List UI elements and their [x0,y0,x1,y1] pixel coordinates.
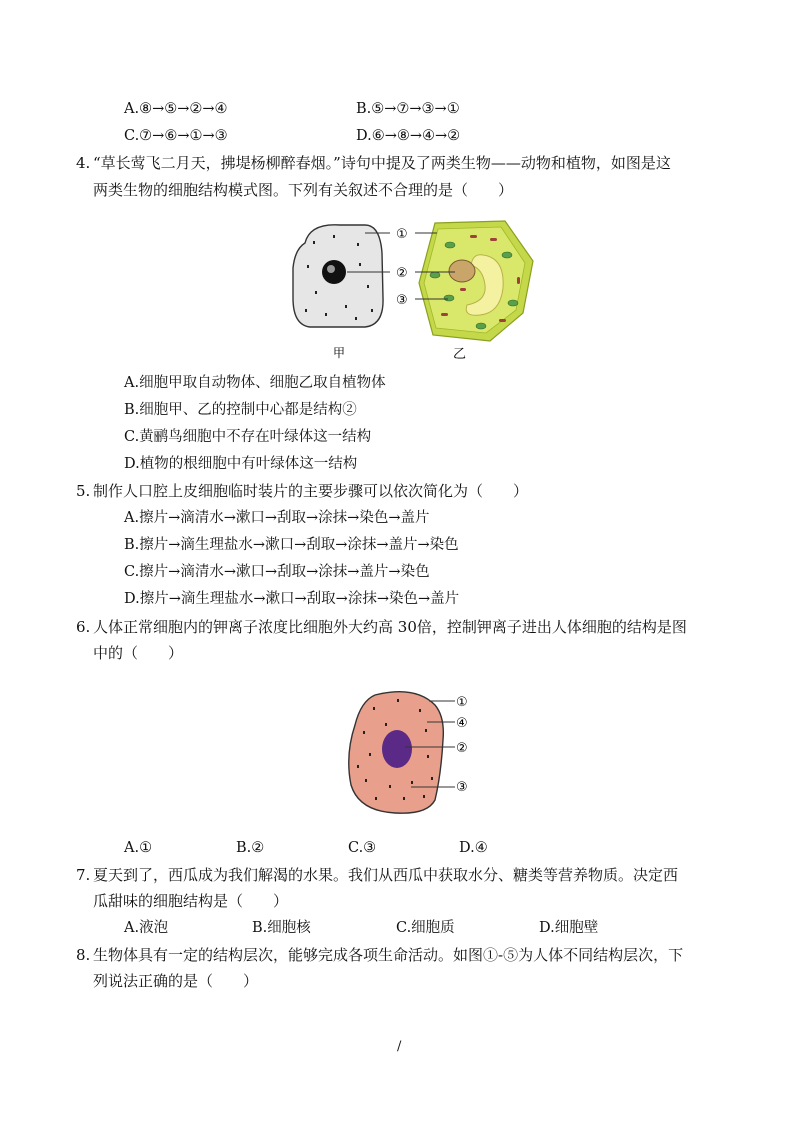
q5-option-b: B.擦片→滴生理盐水→漱口→刮取→涂抹→盖片→染色 [124,537,459,553]
plant-cell-nucleus [449,260,475,282]
q4-option-c: C.黄鹂鸟细胞中不存在叶绿体这一结构 [124,429,372,445]
q6-option-d: D.④ [459,840,488,856]
q4-option-d: D.植物的根细胞中有叶绿体这一结构 [124,456,358,472]
q4-fig-label-2: ② [396,266,408,281]
q7-option-d: D.细胞壁 [539,920,599,936]
q6-fig-label-3: ③ [456,780,468,795]
q7-option-c: C.细胞质 [396,920,455,936]
q7-number: 7. [76,866,91,884]
q7-option-b: B.细胞核 [252,920,311,936]
q6-human-cell-figure [345,685,485,820]
q4-option-b: B.细胞甲、乙的控制中心都是结构② [124,402,357,418]
q6-fig-label-4: ④ [456,716,468,731]
q3-option-b: B.⑤→⑦→③→① [356,101,460,117]
q6-option-a: A.① [124,840,153,856]
q3-option-c: C.⑦→⑥→①→③ [124,128,228,144]
q8-stem-line2: 列说法正确的是（ ） [93,972,259,990]
q6-option-b: B.② [236,840,265,856]
q7-option-a: A.液泡 [124,920,169,936]
q6-fig-label-2: ② [456,741,468,756]
q4-fig-label-1: ① [396,227,408,242]
q8-stem-line1: 生物体具有一定的结构层次，能够完成各项生命活动。如图①-⑤为人体不同结构层次，下 [93,946,684,964]
q4-fig-caption-right: 乙 [453,347,467,362]
q7-stem-line1: 夏天到了，西瓜成为我们解渴的水果。我们从西瓜中获取水分、糖类等营养物质。决定西 [93,866,679,884]
q4-stem-line1: “草长莺飞二月天，拂堤杨柳醉春烟。”诗句中提及了两类生物——动物和植物，如图是这 [93,154,671,172]
q5-stem: 制作人口腔上皮细胞临时装片的主要步骤可以依次简化为（ ） [93,482,529,500]
q4-number: 4. [76,154,91,172]
q6-option-c: C.③ [348,840,377,856]
q6-number: 6. [76,618,91,636]
q3-option-d: D.⑥→⑧→④→② [356,128,461,144]
q4-fig-label-3: ③ [396,293,408,308]
q4-stem-line2: 两类生物的细胞结构模式图。下列有关叙述不合理的是（ ） [93,181,514,199]
q8-number: 8. [76,946,91,964]
animal-cell-nucleus [322,260,346,284]
q3-option-a: A.⑧→⑤→②→④ [124,101,228,117]
q7-stem-line2: 瓜甜味的细胞结构是（ ） [93,892,289,910]
q4-cell-figure [285,213,545,363]
q6-fig-label-1: ① [456,695,468,710]
q6-stem-line1: 人体正常细胞内的钾离子浓度比细胞外大约高 30倍，控制钾离子进出人体细胞的结构是图 [93,618,687,636]
q5-option-c: C.擦片→滴清水→漱口→刮取→涂抹→盖片→染色 [124,564,430,580]
q5-option-d: D.擦片→滴生理盐水→漱口→刮取→涂抹→染色→盖片 [124,591,460,607]
page-mark: / [397,1039,402,1054]
q5-option-a: A.擦片→滴清水→漱口→刮取→涂抹→染色→盖片 [124,510,430,526]
q5-number: 5. [76,482,91,500]
q4-option-a: A.细胞甲取自动物体、细胞乙取自植物体 [124,375,386,391]
q4-fig-caption-left: 甲 [333,346,346,360]
q6-stem-line2: 中的（ ） [93,644,184,662]
human-cell-nucleus [382,730,412,768]
